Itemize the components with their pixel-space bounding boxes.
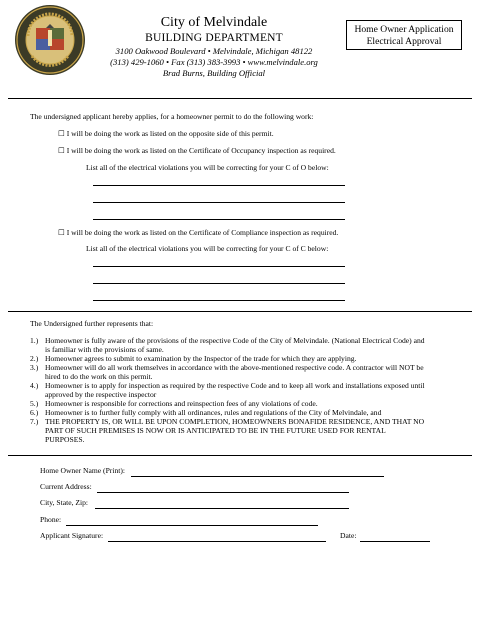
list-item: [30, 417, 450, 444]
coo-violation-line[interactable]: [93, 185, 345, 186]
item-text: Homeowner will do all work themselves in accordance with the above-mentioned respective code. A contractor will NOT be: [45, 363, 424, 372]
item-text-cont: is familiar with the provisions of same.: [45, 345, 164, 354]
list-item: [30, 363, 450, 381]
city-state-zip-label: City, State, Zip:: [40, 498, 89, 507]
item-text: Homeowner is responsible for corrections and reinspection fees of any violations of code.: [45, 399, 318, 408]
list-item: [30, 336, 450, 354]
homeowner-name-field[interactable]: [131, 476, 384, 477]
current-address-label: Current Address:: [40, 482, 92, 491]
item-number: 3.): [30, 363, 39, 372]
coc-violation-line[interactable]: [93, 266, 345, 267]
applicant-signature-label: Applicant Signature:: [40, 531, 104, 540]
list-item: [30, 399, 450, 408]
department-address: 3100 Oakwood Boulevard • Melvindale, Michigan 48122: [115, 46, 313, 56]
building-official: Brad Burns, Building Official: [162, 68, 266, 78]
item-number: 5.): [30, 399, 39, 408]
item-number: 2.): [30, 354, 39, 363]
represents-list: [30, 336, 450, 444]
item-text: THE PROPERTY IS, OR WILL BE UPON COMPLETION, HOMEOWNERS BONAFIDE RESIDENCE, AND THAT NO: [45, 417, 425, 426]
coo-violation-line[interactable]: [93, 219, 345, 220]
item-text: Homeowner is fully aware of the provisions of the respective Code of the City of Melvindale. (National Electrical Code) and: [45, 336, 425, 345]
date-field[interactable]: [360, 541, 430, 542]
item-text: Homeowner is to apply for inspection as required by the respective Code and to keep all work and installations exposed until: [45, 381, 425, 390]
item-number: 7.): [30, 417, 39, 426]
coo-violations-prompt: List all of the electrical violations you will be correcting for your C of O below:: [86, 163, 329, 172]
header-divider: [8, 98, 472, 99]
option-opposite-side[interactable]: ☐ I will be doing the work as listed on the opposite side of this permit.: [58, 129, 274, 138]
coc-violations-prompt: List all of the electrical violations you will be correcting for your C of C below:: [86, 244, 329, 253]
date-label: Date:: [340, 531, 357, 540]
item-text-cont: hired to do the work on this permit.: [45, 372, 153, 381]
item-number: 1.): [30, 336, 39, 345]
item-text: Homeowner is to further fully comply with all ordinances, rules and regulations of the City of Melvindale, and: [45, 408, 382, 417]
list-item: [30, 354, 450, 363]
list-item: [30, 408, 450, 417]
coc-violation-line[interactable]: [93, 283, 345, 284]
phone-label: Phone:: [40, 515, 62, 524]
phone-field[interactable]: [66, 525, 318, 526]
coc-violation-line[interactable]: [93, 300, 345, 301]
form-title-box: [346, 20, 462, 50]
item-text-cont: PART OF SUCH PREMISES IS NOW OR IS ANTICIPATED TO BE IN THE FUTURE USED FOR RENTAL: [45, 426, 386, 435]
item-text-cont: PURPOSES.: [45, 435, 85, 444]
item-text: Homeowner agrees to submit to examination by the Inspector of the trade for which they are applying.: [45, 354, 357, 363]
list-item: [30, 381, 450, 399]
form-title-line1: Home Owner Application: [354, 24, 454, 35]
department-contact: (313) 429-1060 • Fax (313) 383-3993 • www.melvindale.org: [110, 57, 318, 67]
section-divider: [8, 455, 472, 456]
coo-violation-line[interactable]: [93, 202, 345, 203]
item-number: 6.): [30, 408, 39, 417]
city-state-zip-field[interactable]: [95, 508, 349, 509]
department-name: BUILDING DEPARTMENT: [145, 32, 283, 44]
form-title-line2: Electrical Approval: [366, 36, 442, 47]
item-number: 4.): [30, 381, 39, 390]
intro-text: The undersigned applicant hereby applies, for a homeowner permit to do the following work:: [30, 112, 314, 121]
option-certificate-compliance[interactable]: ☐ I will be doing the work as listed on the Certificate of Compliance inspection as required.: [58, 228, 339, 237]
item-text-cont: approved by the respective inspector: [45, 390, 157, 399]
homeowner-name-label: Home Owner Name (Print):: [40, 466, 125, 475]
section-divider: [8, 311, 472, 312]
current-address-field[interactable]: [97, 492, 349, 493]
represents-heading: The Undersigned further represents that:: [30, 319, 154, 328]
city-name: City of Melvindale: [160, 15, 268, 30]
city-seal-logo: [14, 4, 86, 76]
option-certificate-occupancy[interactable]: ☐ I will be doing the work as listed on the Certificate of Occupancy inspection as required.: [58, 146, 336, 155]
applicant-signature-field[interactable]: [108, 541, 326, 542]
